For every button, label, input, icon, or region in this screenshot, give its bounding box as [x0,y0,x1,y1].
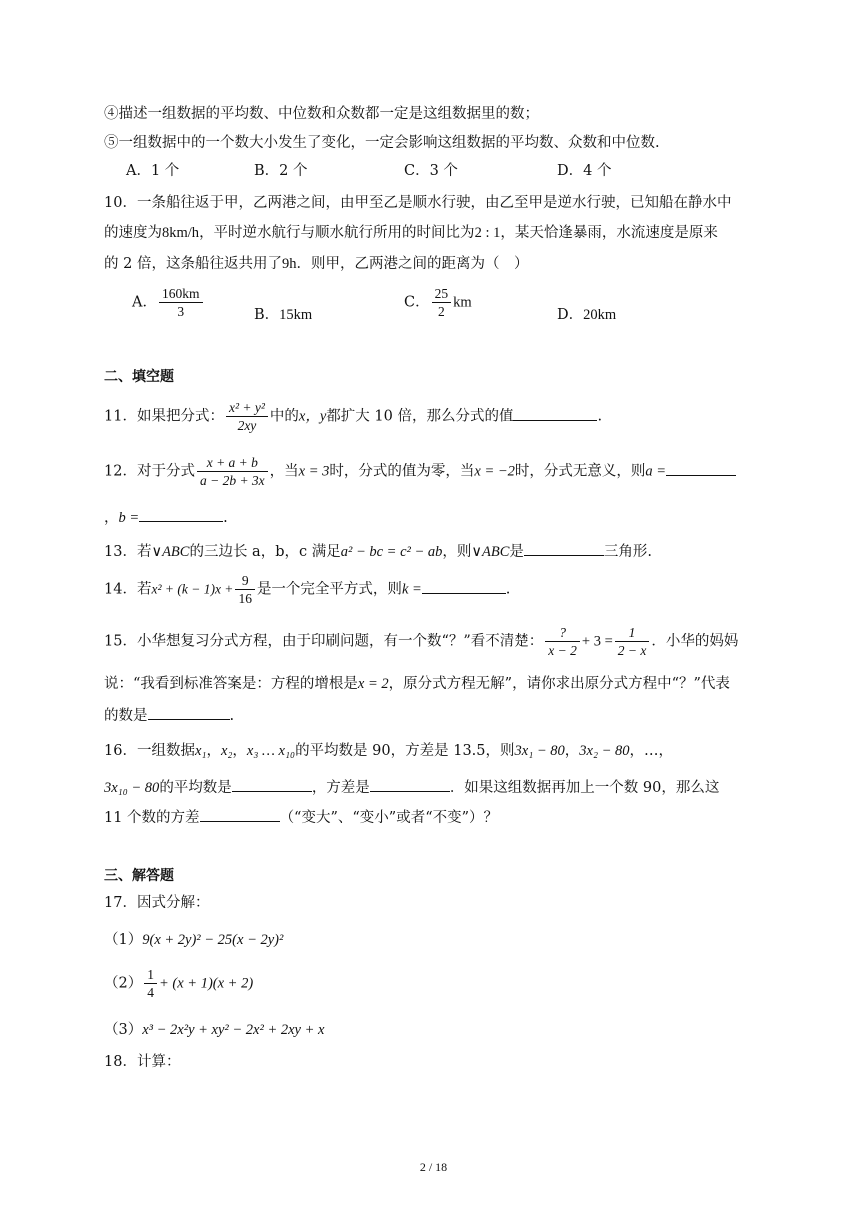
q16-line-2 [104,776,719,798]
q16-text: （“变大”、“变小”或者“不变”）？ [279,810,499,826]
q13-text: 三角形. [603,544,652,560]
q12-text: ，当 [269,463,299,480]
q10-text: ，某天恰逢暴雨，水流速度是原来 [500,225,718,241]
answer-blank[interactable] [139,506,223,522]
q12-cont [104,506,228,528]
fraction-denominator: x − 2 [548,643,577,658]
q12-b-label: b = [118,510,140,526]
q14-text: . [505,581,511,598]
q11-fraction [226,399,268,434]
q16-expression: 3x₁₀ − 80 [104,780,160,796]
q10-time: 9h [281,256,297,272]
q15-equation-mid: + 3 = [581,633,613,650]
q16-var: x₁ [194,743,207,759]
q16-text: ， [206,743,221,759]
q16-text: ，…， [629,743,674,759]
q10-line-3 [104,254,528,274]
option-value: 15km [279,307,313,323]
q15-text: ，原分式方程无解”，请你求出原分式方程中“？”代表 [388,676,730,692]
q10-text: 的 2 倍，这条船往返共用了 [104,256,282,272]
q16-text: ，方差是 [311,780,370,796]
answer-blank[interactable] [148,704,230,720]
q17-part-3 [104,1020,324,1040]
fraction-numerator: ? [545,624,580,642]
answer-blank[interactable] [200,806,280,822]
fraction-numerator: 25 [432,285,452,303]
part-label: （1） [104,932,143,948]
q12-condition: x = 3 [298,463,330,480]
q16-text: 11 个数的方差 [104,810,200,826]
q16-text: ， [564,743,580,759]
q15-text: 说：“我看到标准答案是：方程的增根是 [104,676,358,692]
q13-text: ，则 [442,544,472,560]
option-label: D． [557,307,584,323]
q11-text: 都扩大 10 倍，那么分式的值 [326,408,514,425]
fraction-numerator: 9 [235,572,255,590]
q16-expression: 3x₂ − 80 [579,743,630,759]
q12-text: 时，分式无意义，则 [514,463,646,480]
option-unit: km [453,294,472,311]
q15-text: . [229,708,235,724]
q16-expression: 3x₁ − 80 [514,743,565,759]
q15-fraction-left [545,624,580,659]
answer-blank[interactable] [666,460,736,476]
q12-text: . [223,510,228,526]
q12-text: 12．对于分式 [104,463,195,480]
q16-text: 的平均数是 [159,780,232,796]
q11-text: 中的 [269,408,299,425]
q10-line-2 [104,223,718,243]
q17-2-expression: + (x + 1)(x + 2) [158,975,254,992]
q11-variables: x，y [298,408,327,425]
q16-var: x₃ … x₁₀ [246,743,296,759]
statement-4: ④描述一组数据的平均数、中位数和众数都一定是这组数据里的数； [104,106,539,122]
q12-text: 时，分式的值为零，当 [329,463,475,480]
option-value: 20km [583,307,617,323]
option-label: C． [404,294,430,311]
fraction-denominator: 2 [437,304,445,319]
q14-expression: x² + (k − 1)x + [151,581,234,597]
q16-text: ， [232,743,247,759]
q16-text: ．如果这组数据再加上一个数 90，那么这 [449,780,720,796]
q10-line-1: 10．一条船往返于甲，乙两港之间，由甲至乙是顺水行驶，由乙至甲是逆水行驶，已知船在静水中 [104,195,732,211]
q13-text: 的三边长 a，b，c 满足 [189,544,341,560]
q10-text: ，平时逆水航行与顺水航行所用的时间比为 [199,225,475,241]
q13-text: 是 [509,544,524,560]
q12-text: ， [104,510,119,526]
fraction-numerator: 1 [615,624,650,642]
q16-text: 的平均数是 90，方差是 13.5，则 [295,743,515,759]
q16-line-3 [104,806,498,828]
q9-option-b: B．2 个 [254,163,308,179]
q15-line-3 [104,704,234,726]
part-label: （2） [104,975,143,992]
answer-blank[interactable] [370,776,450,792]
q16-text: 16．一组数据 [104,743,195,759]
option-label: A． [132,294,157,311]
q16-var: x₂ [220,743,233,759]
fraction-denominator: a − 2b + 3x [199,473,265,488]
q17-part-2 [104,966,253,1001]
q10-text: 的速度为 [104,225,162,241]
q15 [104,624,738,659]
q11-text: 11．如果把分式： [104,408,224,425]
q15-root: x = 2 [357,676,389,692]
section-solve-heading: 三、解答题 [104,868,174,884]
q10-option-d [557,305,616,325]
fraction-numerator: x + a + b [197,454,268,472]
q17: 17．因式分解： [104,895,210,911]
section-fill-heading: 二、填空题 [104,369,174,385]
option-label: B． [254,307,280,323]
q14-fraction [235,572,255,607]
q12-fraction [197,454,268,489]
q14 [104,572,510,607]
q13-triangle: ∨ABC [471,544,510,560]
fraction-denominator: 2 − x [617,643,647,658]
q15-text: 的数是 [104,708,148,724]
q11 [104,399,602,434]
q10-option-c [404,285,472,320]
q14-text: 14．若 [104,581,152,598]
q12-a-label: a = [645,463,667,480]
q11-text: . [597,408,603,425]
part-label: （3） [104,1022,143,1038]
q9-option-c: C．3 个 [404,163,458,179]
fraction-denominator: 16 [238,591,252,606]
q10-option-c-fraction [432,285,452,320]
q13-equation: a² − bc = c² − ab [340,544,443,560]
q9-option-d: D．4 个 [557,163,612,179]
q10-option-a-fraction [159,285,203,320]
answer-blank[interactable] [513,405,597,421]
q13 [104,540,652,562]
fraction-denominator: 2xy [237,418,257,433]
q10-text: ．则甲，乙两港之间的距离为（ ） [296,256,529,272]
q10-option-b [254,305,312,325]
q12 [104,454,736,489]
q12-condition: x = −2 [474,463,515,480]
q18: 18．计算： [104,1054,181,1070]
answer-blank[interactable] [232,776,312,792]
q15-text: ．小华的妈妈 [651,633,739,650]
fraction-denominator: 4 [147,985,154,1000]
q13-triangle: ∨ABC [151,544,190,560]
q10-speed: 8km/h [162,225,200,241]
fraction-numerator: 1 [144,966,157,984]
q10-option-a [132,285,205,320]
q14-k-label: k = [401,581,422,598]
q17-2-fraction [144,966,157,1001]
page-number: 2 / 18 [419,1160,448,1174]
answer-blank[interactable] [524,540,604,556]
q17-1-expression: 9(x + 2y)² − 25(x − 2y)² [142,932,284,948]
q15-line-2 [104,674,730,694]
q16 [104,741,673,761]
q10-ratio: 2 : 1 [474,225,501,241]
q15-fraction-right [615,624,650,659]
fraction-denominator: 3 [177,304,185,319]
q13-text: 13．若 [104,544,152,560]
q14-text: 是一个完全平方式，则 [256,581,402,598]
q17-3-expression: x³ − 2x²y + xy² − 2x² + 2xy + x [142,1022,325,1038]
fraction-numerator: x² + y² [226,399,268,417]
fraction-numerator: 160km [159,285,203,303]
answer-blank[interactable] [422,578,506,594]
q17-part-1 [104,930,283,950]
q15-text: 15．小华想复习分式方程，由于印刷问题，有一个数“？”看不清楚： [104,633,544,650]
q9-option-a: A．1 个 [126,163,180,179]
statement-5: ⑤一组数据中的一个数大小发生了变化，一定会影响这组数据的平均数、众数和中位数. [104,135,660,151]
